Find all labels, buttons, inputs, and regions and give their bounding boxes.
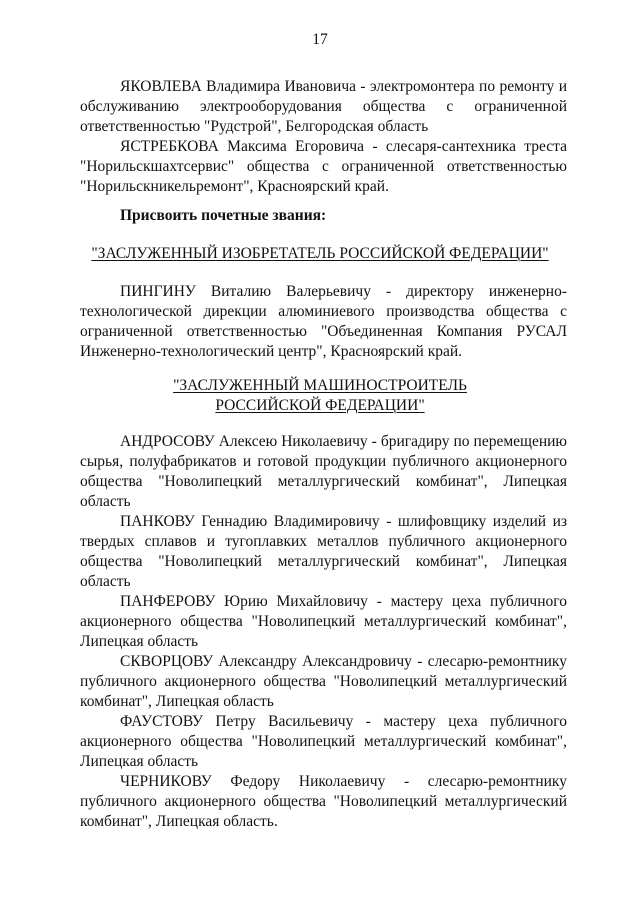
award-entry: ЯСТРЕБКОВА Максима Егоровича - слесаря-сантехника треста "Норильскшахтсервис" общества с ограниченной ответственностью "Норильскникельремонт", Красноярский край. <box>80 138 567 195</box>
award-list-block-3 <box>80 432 567 832</box>
award-entry: ЯКОВЛЕВА Владимира Ивановича - электромонтера по ремонту и обслуживанию электрооборудования общества с ограниченной ответственностью "Рудстрой", Белгородская область <box>80 78 567 135</box>
page-number: 17 <box>312 31 328 48</box>
honorary-title-inventor: "ЗАСЛУЖЕННЫЙ ИЗОБРЕТАТЕЛЬ РОССИЙСКОЙ ФЕДЕРАЦИИ" <box>91 245 549 262</box>
award-entry: ЧЕРНИКОВУ Федору Николаевичу - слесарю-ремонтнику публичного акционерного общества "Новолипецкий металлургический комбинат", Липецкая область. <box>80 773 567 830</box>
title-line: РОССИЙСКОЙ ФЕДЕРАЦИИ" <box>215 397 425 414</box>
award-list-block-1 <box>80 77 567 197</box>
title-line: "ЗАСЛУЖЕННЫЙ МАШИНОСТРОИТЕЛЬ <box>173 377 467 394</box>
award-entry: ПАНКОВУ Геннадию Владимировичу - шлифовщику изделий из твердых сплавов и тугоплавких металлов публичного акционерного общества "Новолипецкий металлургический комбинат", Липецкая область <box>80 513 567 590</box>
award-heading: Присвоить почетные звания: <box>120 207 327 224</box>
award-entry: ПАНФЕРОВУ Юрию Михайловичу - мастеру цеха публичного акционерного общества "Новолипецкий металлургический комбинат", Липецкая область <box>80 593 567 650</box>
award-entry: ПИНГИНУ Виталию Валерьевичу - директору инженерно-технологической дирекции алюминиевого производства общества с ограниченной ответственностью "Объединенная Компания РУСАЛ Инженерно-технологический центр", Красноярский край. <box>80 283 567 360</box>
award-entry: ФАУСТОВУ Петру Васильевичу - мастеру цеха публичного акционерного общества "Новолипецкий металлургический комбинат", Липецкая область <box>80 713 567 770</box>
honorary-title-machine-builder <box>0 376 640 416</box>
award-entry: СКВОРЦОВУ Александру Александровичу - слесарю-ремонтнику публичного акционерного общества "Новолипецкий металлургический комбинат", Липецкая область <box>80 653 567 710</box>
award-entry: АНДРОСОВУ Алексею Николаевичу - бригадиру по перемещению сырья, полуфабрикатов и готовой продукции публичного акционерного общества "Новолипецкий металлургический комбинат", Липецкая область <box>80 433 567 510</box>
award-list-block-2 <box>80 282 567 362</box>
